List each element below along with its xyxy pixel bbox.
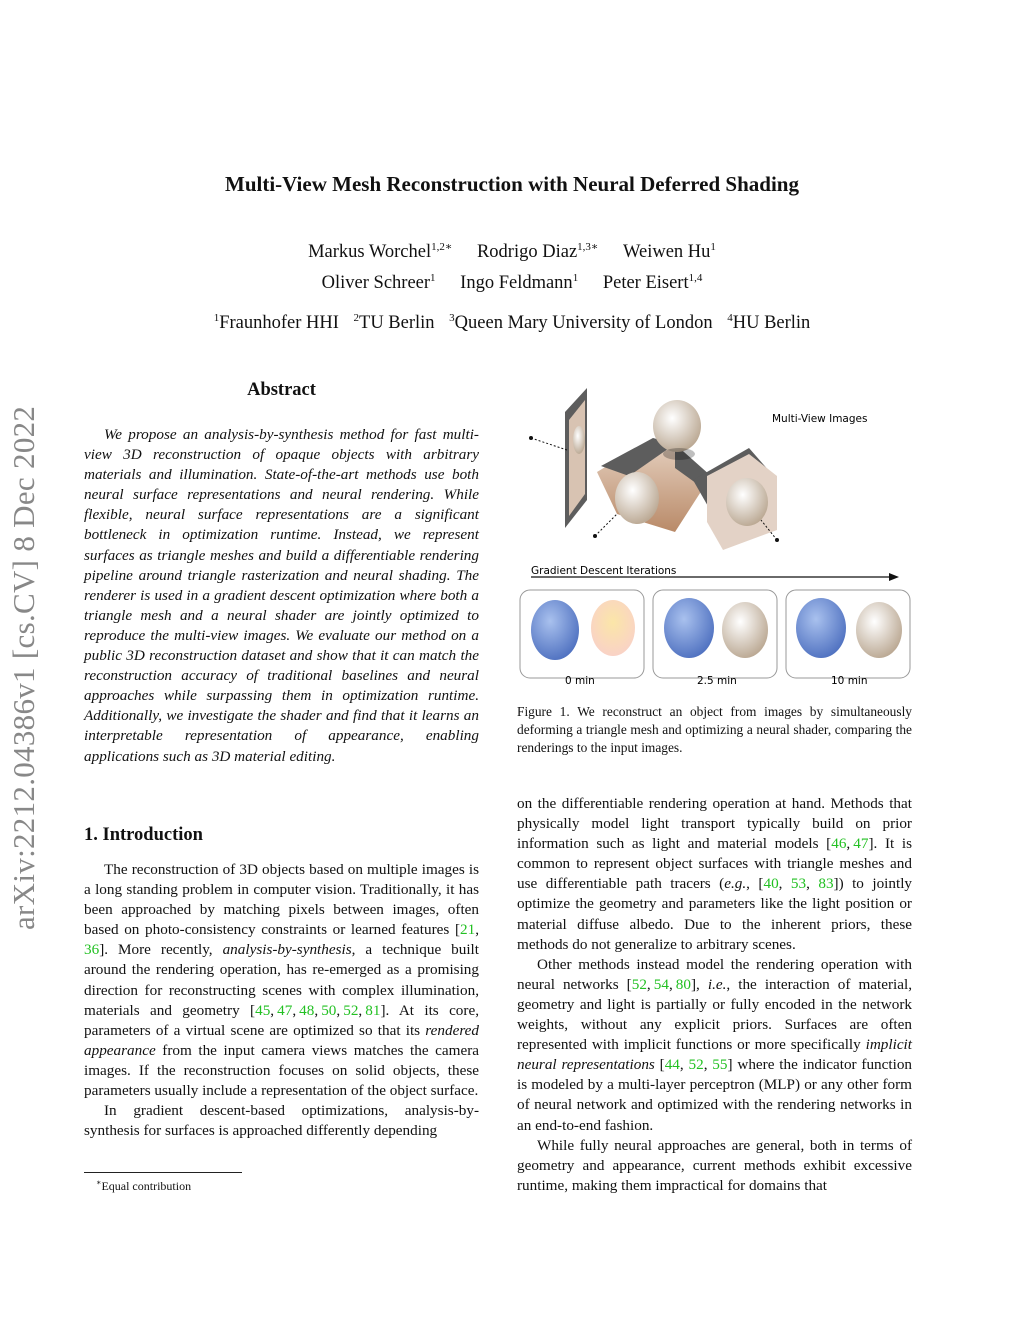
arxiv-stamp: arXiv:2212.04386v1 [cs.CV] 8 Dec 2022 bbox=[6, 405, 41, 930]
figure-caption: Figure 1. We reconstruct an object from images by simultaneously deforming a triangle mesh and optimizing a neural shader, comparing the renderings to the input images. bbox=[517, 704, 912, 755]
intro-left-column bbox=[84, 860, 479, 1141]
figure-1 bbox=[517, 380, 912, 690]
citation-link[interactable]: 46 bbox=[831, 835, 847, 853]
citation-link[interactable]: 50 bbox=[321, 1001, 337, 1019]
section-heading: 1. Introduction bbox=[84, 825, 203, 845]
skull-image bbox=[615, 472, 659, 524]
citation-link[interactable]: 36 bbox=[84, 941, 100, 959]
footnote: ∗Equal contribution bbox=[96, 1178, 192, 1193]
abstract-body: We propose an analysis-by-synthesis method for fast multi-view 3D reconstruction of opaque objects with arbitrary materials and illumination. State-of-the-art methods use both neural surface representations and neural rendering. While flexible, neural surface representations are a significant bottleneck in optimization runtime. Instead, we represent surfaces as triangle meshes and build a differentiable rendering pipeline around triangle rasterization and neural shading. The renderer is used in a gradient descent optimization where both a triangle mesh and a neural shader are jointly optimized to reproduce the multi-view images. We evaluate our method on a public 3D reconstruction dataset and show that it can match the reconstruction accuracy of traditional baselines and neural approaches while surpassing them in optimization runtime. Additionally, we investigate the shader and find that it learns an interpretable representation of appearance, enabling applications such as 3D material editing. bbox=[84, 426, 479, 765]
mesh-render bbox=[796, 598, 846, 658]
citation-link[interactable]: 83 bbox=[818, 875, 834, 893]
footnote-rule bbox=[84, 1172, 242, 1173]
citation-link[interactable]: 80 bbox=[675, 975, 691, 993]
shaded-render bbox=[591, 600, 635, 656]
time-label: 2.5 min bbox=[697, 675, 737, 687]
citation-link[interactable]: 47 bbox=[853, 835, 869, 853]
skull-image bbox=[726, 478, 768, 526]
paragraph: In gradient descent-based optimizations, analysis-by-synthesis for surfaces is approached differently depending bbox=[84, 1102, 479, 1140]
abstract-heading: Abstract bbox=[247, 380, 316, 400]
result-panel-10min bbox=[786, 590, 910, 678]
paragraph: Other methods instead model the rendering operation with neural networks [52, 54, 80], i.e., the interaction of material, geometry and light is partially or fully encoded in the network weights, without any explicit priors. Surfaces are often represented with implicit functions or more specifically implicit neural representations [44, 52, 55] where the indicator function is modeled by a multi-layer perceptron (MLP) or any other form of neural network and optimized with the rendering networks in an end-to-end fashion. bbox=[517, 955, 913, 1134]
paragraph: on the differentiable rendering operation at hand. Methods that physically model light transport typically build on prior information such as light and material models [46, 47]. It is common to represent object surfaces with triangle meshes and use differentiable path tracers (e.g., [40, 53, 83]) to jointly optimize the geometry and parameters like the light position or material diffuse albedo. Due to the inherent priors, these methods do not generalize to arbitrary scenes. bbox=[517, 795, 913, 953]
figure-label-multiview: Multi-View Images bbox=[772, 413, 868, 425]
author: Peter Eisert$^{1,4}$ bbox=[602, 272, 703, 294]
author: Weiwen Hu$^1$ bbox=[623, 241, 716, 263]
skull-3d bbox=[653, 400, 701, 452]
figure-label-gradient: Gradient Descent Iterations bbox=[531, 565, 677, 577]
skull-image bbox=[573, 426, 585, 454]
citation-link[interactable]: 45 bbox=[255, 1001, 271, 1019]
citation-link[interactable]: 44 bbox=[664, 1056, 680, 1074]
affiliation: $^1$Fraunhofer HHI bbox=[213, 312, 339, 334]
author-line-1 bbox=[0, 240, 1024, 263]
paragraph: While fully neural approaches are general, both in terms of geometry and appearance, current methods exhibit excessive runtime, making them impractical for domains that bbox=[517, 1136, 912, 1194]
paper-title: Multi-View Mesh Reconstruction with Neural Deferred Shading bbox=[225, 172, 799, 196]
mesh-render bbox=[664, 598, 714, 658]
citation-link[interactable]: 54 bbox=[653, 975, 669, 993]
time-label: 0 min bbox=[565, 675, 595, 687]
citation-link[interactable]: 52 bbox=[631, 975, 647, 993]
citation-link[interactable]: 53 bbox=[790, 875, 807, 893]
shaded-render bbox=[856, 602, 902, 658]
citation-link[interactable]: 81 bbox=[365, 1001, 381, 1019]
citation-link[interactable]: 48 bbox=[299, 1001, 315, 1019]
time-label: 10 min bbox=[831, 675, 868, 687]
mesh-render bbox=[531, 600, 579, 660]
author: Ingo Feldmann$^1$ bbox=[460, 272, 579, 294]
affiliations bbox=[0, 312, 1024, 334]
affiliation: $^2$TU Berlin bbox=[353, 312, 435, 334]
author: Oliver Schreer$^1$ bbox=[321, 272, 436, 294]
affiliation: $^4$HU Berlin bbox=[727, 312, 811, 334]
result-panel-0min bbox=[520, 590, 644, 678]
citation-link[interactable]: 55 bbox=[712, 1056, 728, 1074]
citation-link[interactable]: 21 bbox=[460, 921, 476, 939]
author: Markus Worchel$^{1,2∗}$ bbox=[308, 241, 453, 263]
intro-right-column bbox=[517, 794, 912, 1196]
citation-link[interactable]: 47 bbox=[277, 1001, 293, 1019]
citation-link[interactable]: 52 bbox=[343, 1001, 359, 1019]
author: Rodrigo Diaz$^{1,3∗}$ bbox=[476, 241, 599, 263]
citation-link[interactable]: 52 bbox=[688, 1056, 704, 1074]
citation-link[interactable]: 40 bbox=[763, 875, 779, 893]
paragraph: The reconstruction of 3D objects based on multiple images is a long standing problem in computer vision. Traditionally, it has been approached by matching pixels between images, often based on photo-consistency constraints or learned features [21, 36]. More recently, analysis-by-synthesis, a technique built around the rendering operation, has re-emerged as a promising direction for reconstructing scenes with complex illumination, materials and geometry [45, 47, 48, 50, 52, 81]. At its core, parameters of a virtual scene are optimized so that its rendered appearance from the input camera views matches the camera images. If the reconstruction focuses on solid objects, these parameters usually include a representation of the object surface. bbox=[84, 861, 479, 1100]
result-panel-2-5min bbox=[653, 590, 777, 678]
figure-1-graphic bbox=[517, 380, 912, 690]
shaded-render bbox=[722, 602, 768, 658]
affiliation: $^3$Queen Mary University of London bbox=[449, 312, 713, 334]
author-line-2 bbox=[0, 272, 1024, 294]
